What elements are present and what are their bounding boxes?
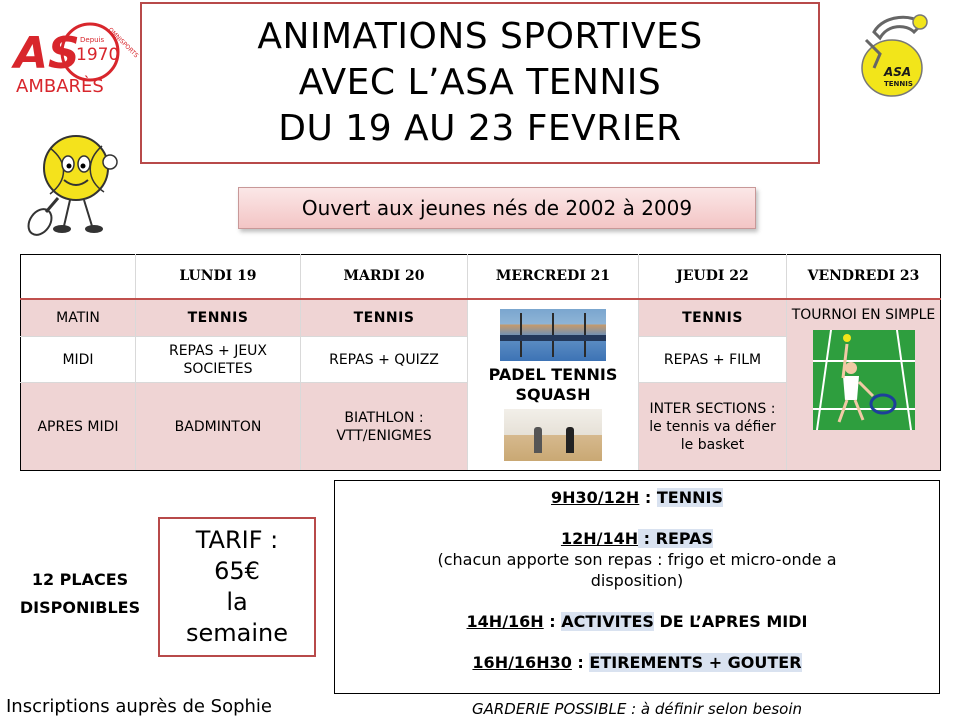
slot-stretch-time: 16H/16H30 [472, 653, 572, 672]
header-day: VENDREDI 23 [787, 255, 941, 299]
tarif-line-1: TARIF : [195, 526, 279, 554]
title-line-3: DU 19 AU 23 FEVRIER [278, 108, 682, 149]
cell-lundi-apres-midi: BADMINTON [136, 383, 301, 471]
title-line-2: AVEC L’ASA TENNIS [298, 62, 662, 103]
as-omnisports: OMNISPORTS [106, 26, 140, 60]
slot-lunch-time: 12H/14H [560, 529, 639, 548]
tarif-line-2: 65€ [214, 557, 260, 585]
vendredi-activity: TOURNOI EN SIMPLE [791, 306, 936, 323]
asa-text: ASA [884, 65, 912, 79]
places-line-2: DISPONIBLES [19, 598, 141, 617]
header-empty-cell [21, 255, 136, 299]
daily-schedule-box [334, 480, 940, 694]
as-year: 1970 [76, 45, 120, 65]
as-ambares-logo [10, 16, 140, 96]
garderie-note: GARDERIE POSSIBLE : à définir selon besoin [471, 700, 802, 718]
mercredi-activities: PADEL TENNIS SQUASH [488, 364, 618, 404]
cell-mardi-apres-midi: BIATHLON : VTT/ENIGMES [301, 383, 468, 471]
slot-afternoon [335, 611, 939, 632]
title-box [140, 2, 820, 164]
slot-lunch-note: (chacun apporte son repas : frigo et micro-onde a disposition) [437, 550, 837, 590]
header-day: MERCREDI 21 [468, 255, 639, 299]
slot-stretch-activity: ETIREMENTS + GOUTER [589, 653, 802, 672]
tarif-box [158, 517, 316, 657]
places-line-1: 12 PLACES [31, 570, 129, 589]
row-label-matin: MATIN [21, 299, 136, 337]
header-day: JEUDI 22 [639, 255, 787, 299]
cell-lundi-matin: TENNIS [136, 299, 301, 337]
header-day: MARDI 20 [301, 255, 468, 299]
cell-jeudi-matin: TENNIS [639, 299, 787, 337]
header-day: LUNDI 19 [136, 255, 301, 299]
slot-stretch [335, 652, 939, 673]
table-header-row [21, 255, 941, 299]
tennis-ball-mascot-icon [20, 128, 130, 238]
cell-mercredi [468, 299, 639, 471]
title-line-1: ANIMATIONS SPORTIVES [257, 16, 703, 57]
as-name: AMBARÈS [16, 76, 104, 96]
slot-afternoon-activity: ACTIVITES [561, 612, 654, 631]
slot-stretch-sep: : [571, 653, 590, 672]
cell-jeudi-midi: REPAS + FILM [639, 337, 787, 383]
squash-photo [504, 409, 602, 461]
week-schedule-table [20, 254, 941, 471]
row-label-apres-midi: APRES MIDI [21, 383, 136, 471]
places-available [10, 566, 150, 622]
tarif-line-3: la [226, 588, 248, 616]
cell-mardi-midi: REPAS + QUIZZ [301, 337, 468, 383]
as-depuis: Depuis [80, 36, 105, 44]
cell-mardi-matin: TENNIS [301, 299, 468, 337]
tennis-player-icon [813, 330, 915, 430]
slot-afternoon-sep: : [543, 612, 562, 631]
row-label-midi: MIDI [21, 337, 136, 383]
slot-lunch [335, 528, 939, 549]
padel-photo [500, 309, 606, 361]
slot-lunch-activity: : REPAS [638, 529, 714, 548]
open-banner: Ouvert aux jeunes nés de 2002 à 2009 [238, 187, 756, 229]
slot-afternoon-time: 14H/16H [466, 612, 544, 631]
cell-vendredi [787, 299, 941, 471]
asa-tennis-logo [844, 10, 944, 100]
asa-sub: TENNIS [884, 80, 913, 88]
cell-lundi-midi: REPAS + JEUX SOCIETES [136, 337, 301, 383]
tarif-line-4: semaine [186, 619, 288, 647]
slot-morning-sep: : [639, 488, 657, 507]
slot-morning-time: 9H30/12H [551, 488, 640, 507]
slot-morning [335, 487, 939, 508]
slot-afternoon-rest: DE L’APRES MIDI [653, 612, 808, 631]
table-row-matin [21, 299, 941, 337]
inscriptions-text: Inscriptions auprès de Sophie [6, 696, 273, 717]
as-letters: AS [14, 28, 80, 79]
cell-jeudi-apres-midi: INTER SECTIONS : le tennis va défier le basket [639, 383, 787, 471]
slot-morning-activity: TENNIS [656, 488, 723, 507]
